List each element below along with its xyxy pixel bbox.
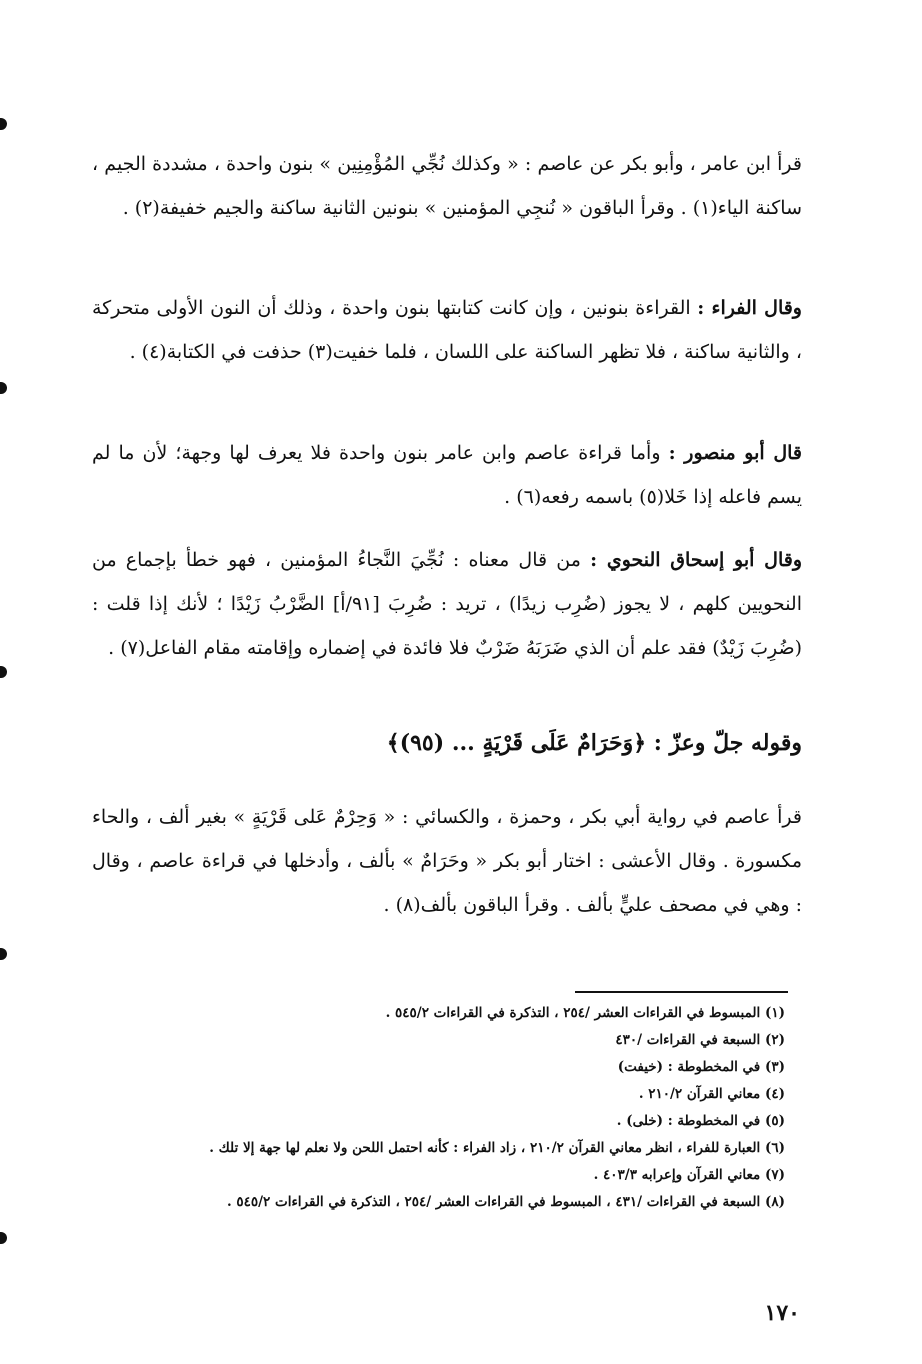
margin-mark	[0, 382, 7, 394]
paragraph-1	[92, 142, 802, 230]
paragraph-5	[92, 795, 802, 927]
footnote-divider	[575, 991, 788, 993]
paragraph-3-text: وأما قراءة عاصم وابن عامر بنون واحدة فلا يعرف لها وجهة؛ لأن ما لم يسم فاعله إذا خَلا(٥) باسمه رفعه(٦) .	[92, 442, 802, 508]
paragraph-2-lead: وقال الفراء :	[697, 297, 802, 319]
footnote-8: (٨) السبعة في القراءات /٤٣١ ، المبسوط في القراءات العشر /٢٥٤ ، التذكرة في القراءات ٥٤٥/٢ .	[226, 1194, 785, 1210]
footnote-7: (٧) معاني القرآن وإعرابه ٤٠٣/٣ .	[593, 1167, 785, 1183]
paragraph-3	[92, 431, 802, 519]
page-number: ١٧٠	[764, 1300, 800, 1326]
footnote-4: (٤) معاني القرآن ٢١٠/٢ .	[638, 1086, 785, 1102]
footnote-5: (٥) في المخطوطة : (خلى) .	[616, 1113, 785, 1129]
footnote-3: (٣) في المخطوطة : (خيفت)	[617, 1059, 785, 1075]
footnote-2: (٢) السبعة في القراءات /٤٣٠	[615, 1032, 785, 1048]
margin-mark	[0, 948, 7, 960]
paragraph-4	[92, 538, 802, 670]
paragraph-2-text: القراءة بنونين ، وإن كانت كتابتها بنون واحدة ، وذلك أن النون الأولى متحركة ، والثانية ساكنة ، فلا تظهر الساكنة على اللسان ، فلما خفيت(٣) حذفت في الكتابة(٤) .	[92, 297, 802, 363]
paragraph-1-text: قرأ ابن عامر ، وأبو بكر عن عاصم : « وكذلك نُجِّي المُؤْمِنِين » بنون واحدة ، مشددة الجيم ، ساكنة الياء(١) . وقرأ الباقون « نُنجِي المؤمنين » بنونين الثانية ساكنة والجيم خفيفة(٢) .	[92, 153, 802, 219]
paragraph-5-text: قرأ عاصم في رواية أبي بكر ، وحمزة ، والكسائي : « وَحِرْمٌ عَلى قَرْيَةٍ » بغير ألف ، والحاء مكسورة . وقال الأعشى : اختار أبو بكر « وحَرَامٌ » بألف ، وأدخلها في قراءة عاصم ، وقال : وهي في مصحف عليٍّ بألف . وقرأ الباقون بألف(٨) .	[92, 806, 802, 916]
margin-mark	[0, 666, 7, 678]
footnote-1: (١) المبسوط في القراءات العشر /٢٥٤ ، التذكرة في القراءات ٥٤٥/٢ .	[385, 1005, 785, 1021]
paragraph-4-lead: وقال أبو إسحاق النحوي :	[590, 549, 803, 571]
paragraph-2	[92, 286, 802, 374]
margin-mark	[0, 118, 7, 130]
footnote-6: (٦) العبارة للفراء ، انظر معاني القرآن ٢١٠/٢ ، زاد الفراء : كأنه احتمل اللحن ولا نعلم لها جهة إلا تلك .	[209, 1140, 785, 1156]
paragraph-3-lead: قال أبو منصور :	[668, 442, 803, 464]
footnotes	[80, 1000, 785, 1216]
margin-mark	[0, 1232, 7, 1244]
paragraph-4-text: من قال معناه : نُجِّيَ النَّجاءُ المؤمنين ، فهو خطأ بإجماع من النحويين كلهم ، لا يجوز (ضُرِب زيدًا) ، تريد : ضُرِبَ [٩١/أ] الضَّرْبُ زَيْدًا ؛ لأنك إذا قلت : (ضُرِبَ زَيْدٌ) فقد علم أن الذي ضَرَبَهُ ضَرْبٌ فلا فائدة في إضماره وإقامته مقام الفاعل(٧) .	[92, 549, 802, 659]
verse-heading: وقوله جلّ وعزّ : ﴿وَحَرَامٌ عَلَى قَرْيَةٍ ... (٩٥)﴾	[386, 730, 802, 756]
